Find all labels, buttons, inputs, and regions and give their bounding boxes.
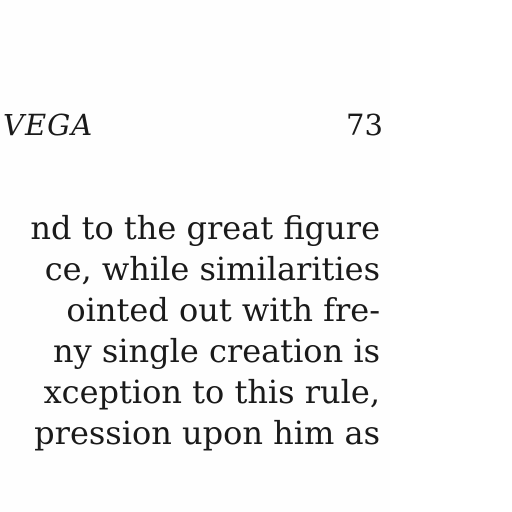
text-line: ce, while similarities xyxy=(44,250,380,288)
page-number: 73 xyxy=(346,108,383,142)
running-header-title: VEGA xyxy=(3,108,94,142)
text-line: pression upon him as xyxy=(34,414,380,452)
text-line: ointed out with fre- xyxy=(66,291,380,329)
text-line: nd to the great figure xyxy=(30,209,380,247)
page-margin xyxy=(390,0,512,512)
body-text xyxy=(0,208,380,454)
text-line: ny single creation is xyxy=(53,332,380,370)
text-line: xception to this rule, xyxy=(43,373,380,411)
